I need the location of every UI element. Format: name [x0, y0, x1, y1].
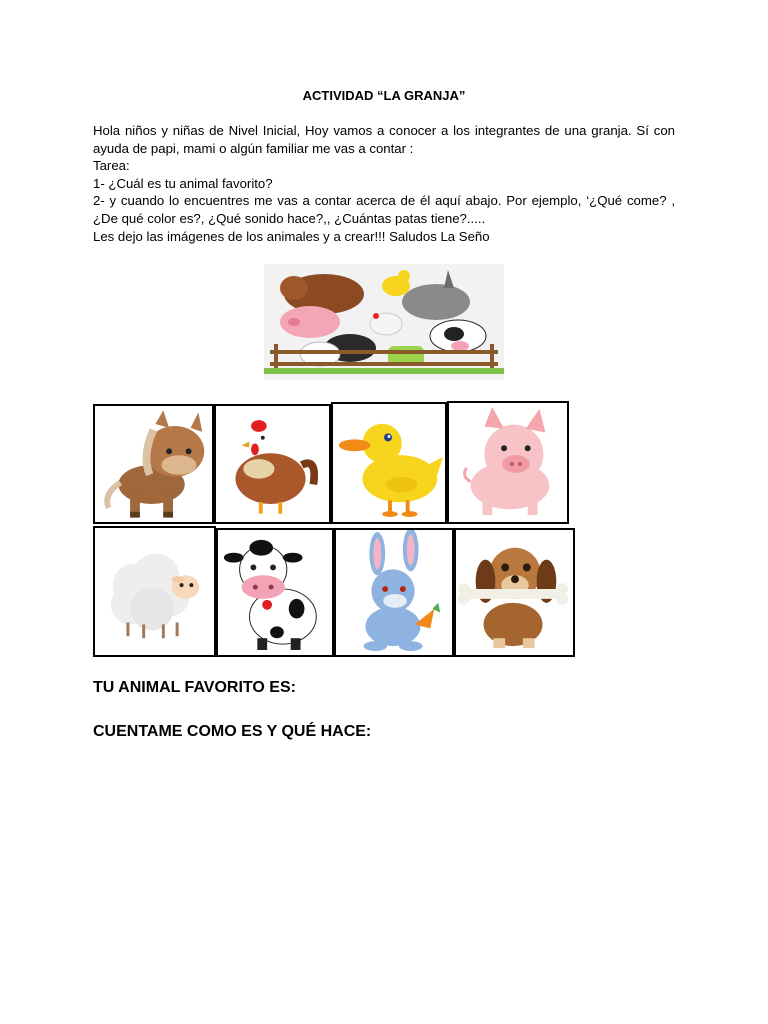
dog-image [454, 528, 575, 657]
intro-text [93, 122, 675, 245]
intro-line: 2- y cuando lo encuentres me vas a contar acerca de él aquí abajo. Por ejemplo, ‘¿Qué come? , ¿De qué color es?, ¿Qué sonido hace?,, ¿Cuántas patas tiene?..... [93, 193, 675, 226]
duck-image [331, 402, 447, 524]
horse-image [93, 404, 214, 524]
hen-image [214, 404, 331, 524]
favorite-animal-prompt: TU ANIMAL FAVORITO ES: [93, 679, 296, 696]
document-title: ACTIVIDAD “LA GRANJA” [302, 88, 466, 103]
pig-image [447, 401, 569, 524]
cow-image [216, 528, 334, 657]
describe-animal-prompt: CUENTAME COMO ES Y QUÉ HACE: [93, 723, 372, 740]
sheep-image [93, 526, 216, 657]
farm-animals-collage-image [264, 264, 504, 380]
intro-line: Hola niños y niñas de Nivel Inicial, Hoy vamos a conocer a los integrantes de una granja. Sí con ayuda de papi, mami o algún familiar me vas a contar : [93, 123, 675, 156]
intro-line: Tarea: [93, 158, 130, 174]
intro-line: 1- ¿Cuál es tu animal favorito? [93, 175, 273, 191]
intro-line: Les dejo las imágenes de los animales y a crear!!! Saludos La Seño [93, 228, 490, 244]
rabbit-image [334, 528, 454, 657]
